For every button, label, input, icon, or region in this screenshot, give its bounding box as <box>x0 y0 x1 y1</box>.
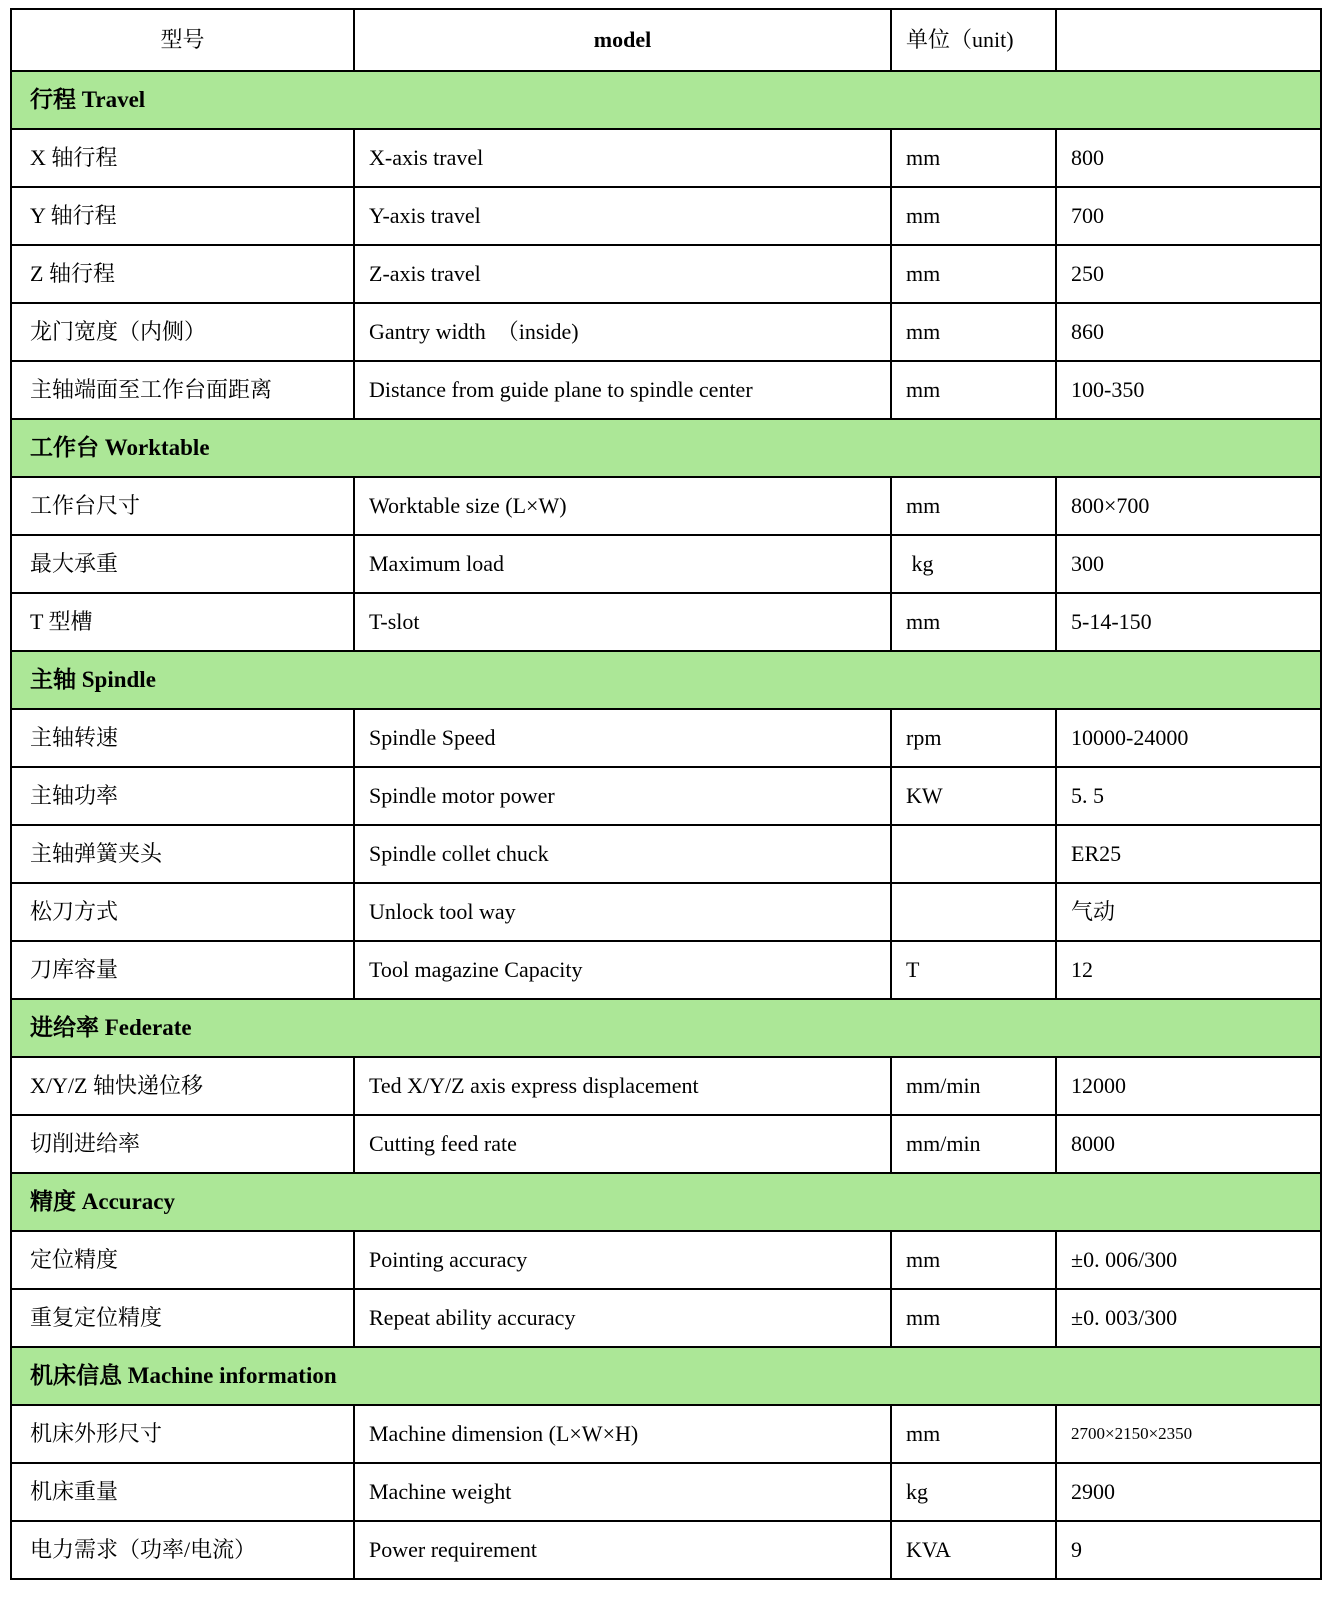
spec-value: 9 <box>1056 1521 1321 1579</box>
spec-row <box>11 1231 1321 1289</box>
spec-name-cn: 龙门宽度（内侧） <box>11 303 354 361</box>
spec-name-cn: 定位精度 <box>11 1231 354 1289</box>
spec-unit: mm <box>891 187 1056 245</box>
spec-row <box>11 245 1321 303</box>
spec-name-en: Worktable size (L×W) <box>354 477 891 535</box>
spec-unit: mm <box>891 1405 1056 1463</box>
spec-name-cn: X 轴行程 <box>11 129 354 187</box>
spec-name-en: Repeat ability accuracy <box>354 1289 891 1347</box>
spec-unit <box>891 883 1056 941</box>
spec-unit: kg <box>891 1463 1056 1521</box>
spec-name-en: Distance from guide plane to spindle center <box>354 361 891 419</box>
table-header-row <box>11 9 1321 71</box>
spec-unit: mm/min <box>891 1057 1056 1115</box>
spec-name-en: Spindle Speed <box>354 709 891 767</box>
spec-row <box>11 1463 1321 1521</box>
spec-value: 800 <box>1056 129 1321 187</box>
spec-name-cn: X/Y/Z 轴快递位移 <box>11 1057 354 1115</box>
spec-name-cn: 机床外形尺寸 <box>11 1405 354 1463</box>
spec-unit: mm/min <box>891 1115 1056 1173</box>
section-header-row <box>11 1347 1321 1405</box>
section-title: 主轴 Spindle <box>11 651 1321 709</box>
spec-unit: mm <box>891 593 1056 651</box>
spec-name-cn: 电力需求（功率/电流） <box>11 1521 354 1579</box>
spec-value: 气动 <box>1056 883 1321 941</box>
spec-table <box>10 8 1322 1580</box>
spec-unit: mm <box>891 477 1056 535</box>
spec-name-cn: Z 轴行程 <box>11 245 354 303</box>
spec-row <box>11 1115 1321 1173</box>
spec-value: 5. 5 <box>1056 767 1321 825</box>
spec-value: 10000-24000 <box>1056 709 1321 767</box>
spec-name-en: Maximum load <box>354 535 891 593</box>
spec-value: ER25 <box>1056 825 1321 883</box>
spec-value: 700 <box>1056 187 1321 245</box>
spec-value: 300 <box>1056 535 1321 593</box>
spec-row <box>11 593 1321 651</box>
section-header-row <box>11 71 1321 129</box>
spec-value: ±0. 003/300 <box>1056 1289 1321 1347</box>
spec-unit <box>891 825 1056 883</box>
section-title: 工作台 Worktable <box>11 419 1321 477</box>
spec-value: 800×700 <box>1056 477 1321 535</box>
spec-name-en: Spindle collet chuck <box>354 825 891 883</box>
spec-name-en: T-slot <box>354 593 891 651</box>
spec-row <box>11 709 1321 767</box>
spec-name-en: X-axis travel <box>354 129 891 187</box>
spec-name-cn: 刀库容量 <box>11 941 354 999</box>
spec-name-en: Z-axis travel <box>354 245 891 303</box>
spec-unit: T <box>891 941 1056 999</box>
spec-name-cn: 主轴弹簧夹头 <box>11 825 354 883</box>
spec-unit: mm <box>891 361 1056 419</box>
spec-value: 8000 <box>1056 1115 1321 1173</box>
spec-name-cn: 主轴转速 <box>11 709 354 767</box>
spec-unit: KW <box>891 767 1056 825</box>
section-title: 进给率 Federate <box>11 999 1321 1057</box>
section-header-row <box>11 651 1321 709</box>
spec-name-cn: Y 轴行程 <box>11 187 354 245</box>
spec-name-en: Gantry width （inside) <box>354 303 891 361</box>
spec-unit: mm <box>891 1289 1056 1347</box>
spec-name-en: Ted X/Y/Z axis express displacement <box>354 1057 891 1115</box>
spec-name-cn: 松刀方式 <box>11 883 354 941</box>
spec-row <box>11 535 1321 593</box>
spec-name-cn: 机床重量 <box>11 1463 354 1521</box>
spec-unit: mm <box>891 1231 1056 1289</box>
spec-name-en: Power requirement <box>354 1521 891 1579</box>
spec-row <box>11 361 1321 419</box>
spec-value: ±0. 006/300 <box>1056 1231 1321 1289</box>
header-model-en: model <box>354 9 891 71</box>
spec-row <box>11 883 1321 941</box>
header-value <box>1056 9 1321 71</box>
section-title: 精度 Accuracy <box>11 1173 1321 1231</box>
spec-unit: mm <box>891 303 1056 361</box>
spec-unit: KVA <box>891 1521 1056 1579</box>
spec-name-cn: 重复定位精度 <box>11 1289 354 1347</box>
spec-name-en: Machine weight <box>354 1463 891 1521</box>
spec-name-cn: 工作台尺寸 <box>11 477 354 535</box>
spec-row <box>11 187 1321 245</box>
section-title: 行程 Travel <box>11 71 1321 129</box>
header-unit: 单位（unit) <box>891 9 1056 71</box>
spec-row <box>11 767 1321 825</box>
spec-value: 12 <box>1056 941 1321 999</box>
header-model-cn: 型号 <box>11 9 354 71</box>
table-body <box>11 71 1321 1579</box>
spec-name-en: Unlock tool way <box>354 883 891 941</box>
spec-value: 100-350 <box>1056 361 1321 419</box>
spec-row <box>11 303 1321 361</box>
spec-row <box>11 941 1321 999</box>
spec-row <box>11 477 1321 535</box>
spec-name-en: Spindle motor power <box>354 767 891 825</box>
spec-value: 2900 <box>1056 1463 1321 1521</box>
section-header-row <box>11 419 1321 477</box>
spec-unit: kg <box>891 535 1056 593</box>
spec-row <box>11 825 1321 883</box>
spec-row <box>11 1289 1321 1347</box>
spec-name-en: Pointing accuracy <box>354 1231 891 1289</box>
spec-name-cn: 主轴端面至工作台面距离 <box>11 361 354 419</box>
section-header-row <box>11 1173 1321 1231</box>
spec-row <box>11 1057 1321 1115</box>
spec-name-en: Cutting feed rate <box>354 1115 891 1173</box>
spec-value: 250 <box>1056 245 1321 303</box>
spec-unit: mm <box>891 245 1056 303</box>
spec-value: 5-14-150 <box>1056 593 1321 651</box>
spec-value: 860 <box>1056 303 1321 361</box>
spec-unit: mm <box>891 129 1056 187</box>
spec-value: 2700×2150×2350 <box>1056 1405 1321 1463</box>
spec-name-cn: 切削进给率 <box>11 1115 354 1173</box>
spec-name-en: Y-axis travel <box>354 187 891 245</box>
spec-value: 12000 <box>1056 1057 1321 1115</box>
spec-name-cn: 主轴功率 <box>11 767 354 825</box>
spec-row <box>11 1405 1321 1463</box>
section-title: 机床信息 Machine information <box>11 1347 1321 1405</box>
spec-name-cn: 最大承重 <box>11 535 354 593</box>
spec-name-en: Machine dimension (L×W×H) <box>354 1405 891 1463</box>
spec-unit: rpm <box>891 709 1056 767</box>
spec-name-en: Tool magazine Capacity <box>354 941 891 999</box>
spec-row <box>11 1521 1321 1579</box>
spec-name-cn: T 型槽 <box>11 593 354 651</box>
spec-row <box>11 129 1321 187</box>
section-header-row <box>11 999 1321 1057</box>
